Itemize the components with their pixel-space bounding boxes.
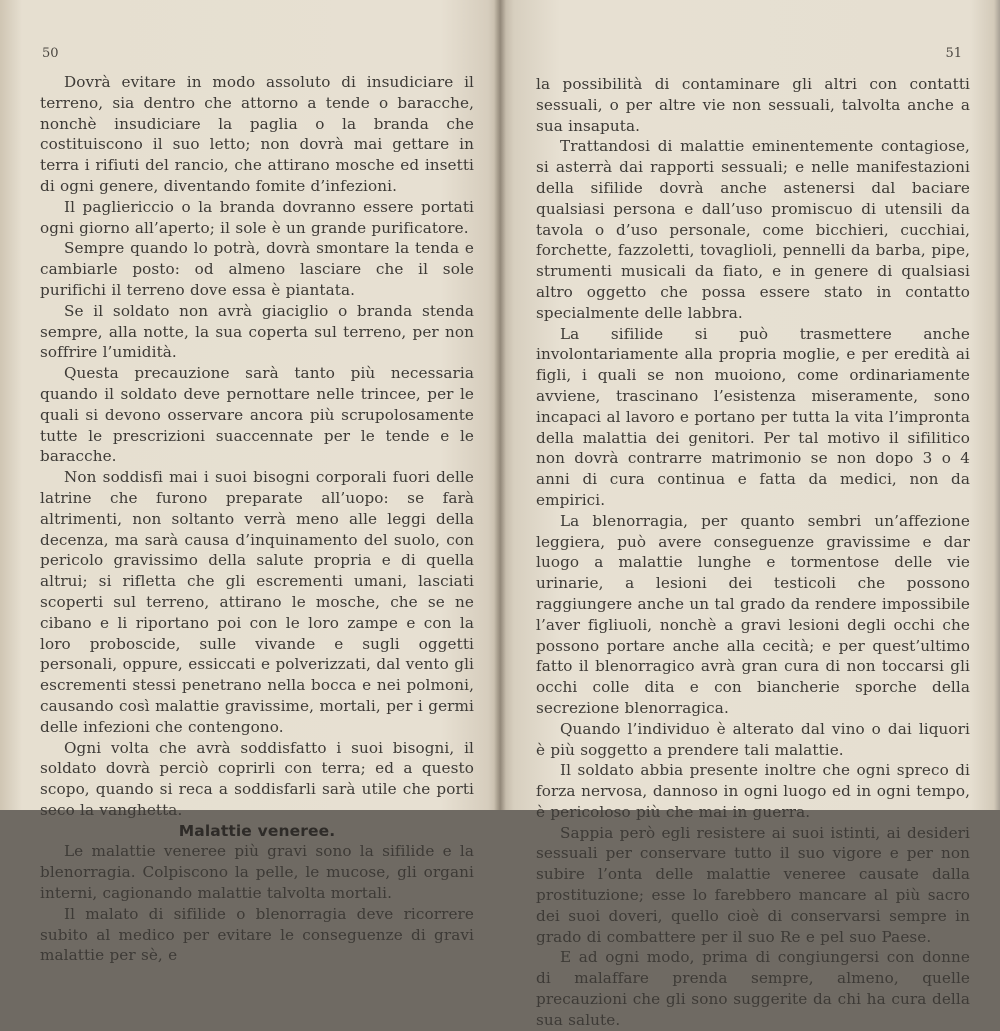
paragraph: Non soddisfi mai i suoi bisogni corporali fuori delle latrine che furono preparate all’uopo: se farà altrimenti, non soltanto verrà meno alle leggi della decenza, ma sarà causa d’inquinamento del suolo, con pericolo gravissimo della salute propria e di quella altrui; si rifletta che gli escrementi umani, lasciati scoperti sul terreno, attirano le mosche, che se ne cibano e li riportano poi con le loro zampe e con la loro proboscide, sulle vivande e sugli oggetti personali, oppure, essiccati e polverizzati, dal vento gli escrementi stessi penetrano nella bocca e nei polmoni, causando così malattie gravissime, mortali, per i germi delle infezioni che contengono. bbox=[40, 468, 474, 736]
paragraph: La sifilide si può trasmettere anche involontariamente alla propria moglie, e per eredità ai figli, i quali se non muoiono, come ordinariamente avviene, trascinano l’esistenza miseramente, sono incapaci al lavoro e portano per tutta la vita l’impronta della malattia dei genitori. Per tal motivo il sifilitico non dovrà contrarre matrimonio se non dopo 3 o 4 anni di cura continua e fatta da medici, non da empirici. bbox=[536, 324, 970, 509]
paragraph: Trattandosi di malattie eminentemente contagiose, si asterrà dai rapporti sessuali; e nelle manifestazioni della sifilide dovrà anche astenersi dal baciare qualsiasi persona e dall’uso promiscuo di utensili da tavola o d’uso personale, come bicchieri, cucchiai, forchette, fazzoletti, tovaglioli, pennelli da barba, pipe, strumenti musicali da fiato, e in genere di qualsiasi altro oggetto che possa essere stato in contatto specialmente delle labbra. bbox=[536, 137, 970, 322]
paragraph: La blenorragia, per quanto sembri un’affezione leggiera, può avere conseguenze gravissime e dar luogo a malattie lunghe e tormentose delle vie urinarie, a lesioni dei testicoli che possono raggiungere anche un tal grado da rendere impossibile l’aver figliuoli, nonchè a gravi lesioni degli occhi che possono portare anche alla cecità; e per quest’ultimo fatto il blenorragico avrà gran cura di non toccarsi gli occhi colle dita e con biancherie sporche della secrezione blenorragica. bbox=[536, 511, 970, 717]
paragraph: Quando l’individuo è alterato dal vino o dai liquori è più soggetto a prendere tali malattie. bbox=[536, 719, 970, 759]
book-gutter bbox=[494, 0, 506, 810]
paragraph: Ogni volta che avrà soddisfatto i suoi bisogni, il soldato dovrà perciò coprirli con terra; ed a questo scopo, quando si reca a soddisfarli sarà utile che porti seco la vanghetta. bbox=[40, 738, 474, 819]
continued-paragraph: la possibilità di contaminare gli altri con contatti sessuali, o per altre vie non sessuali, talvolta anche a sua insaputa. bbox=[536, 75, 970, 135]
paragraph: Se il soldato non avrà giaciglio o branda stenda sempre, alla notte, la sua coperta sul terreno, per non soffrire l’umidità. bbox=[40, 301, 474, 362]
left-page-text bbox=[40, 72, 474, 966]
right-page-text bbox=[536, 74, 970, 1031]
page-number-right: 51 bbox=[945, 46, 962, 61]
section-heading: Malattie veneree. bbox=[178, 821, 336, 840]
paragraph: E ad ogni modo, prima di congiungersi con donne di malaffare prenda sempre, almeno, quelle precauzioni che gli sono suggerite da chi ha cura della sua salute. bbox=[536, 948, 970, 1029]
paragraph: Sempre quando lo potrà, dovrà smontare la tenda e cambiarle posto: od almeno lasciare che il sole purifichi il terreno dove essa è piantata. bbox=[40, 239, 474, 299]
right-page bbox=[500, 0, 1000, 1029]
paragraph: Le malattie veneree più gravi sono la sifilide e la blenorragia. Colpiscono la pelle, le mucose, gli organi interni, cagionando malattie talvolta mortali. bbox=[40, 842, 474, 903]
paragraph: Il soldato abbia presente inoltre che ogni spreco di forza nervosa, dannoso in ogni luogo ed in ogni tempo, è pericoloso più che mai in guerra. bbox=[536, 761, 970, 821]
left-page bbox=[0, 0, 500, 965]
paragraph: Dovrà evitare in modo assoluto di insudiciare il terreno, sia dentro che attorno a tende o baracche, nonchè insudiciare la paglia o la branda che costituiscono il suo letto; non dovrà mai gettare in terra i rifiuti del rancio, che attirano mosche ed insetti di ogni genere, diventando fomite d’infezioni. bbox=[40, 73, 474, 195]
paragraph: Questa precauzione sarà tanto più necessaria quando il soldato deve pernottare nelle trincee, per le quali si devono osservare ancora più scrupolosamente tutte le prescrizioni suaccennate per le tende e le baracche. bbox=[40, 364, 474, 466]
paragraph: Il pagliericcio o la branda dovranno essere portati ogni giorno all’aperto; il sole è un grande purificatore. bbox=[40, 197, 474, 237]
paragraph: Il malato di sifilide o blenorragia deve ricorrere subito al medico per evitare le conseguenze di gravi malattie per sè, e bbox=[40, 904, 474, 965]
page-number-left: 50 bbox=[42, 46, 59, 61]
paragraph: Sappia però egli resistere ai suoi istinti, ai desideri sessuali per conservare tutto il suo vigore e per non subire l’onta delle malattie veneree causate dalla prostituzione; esse lo farebbero mancare al più sacro dei suoi doveri, quello cioè di conservarsi sempre in grado di combattere per il suo Re e pel suo Paese. bbox=[536, 823, 970, 946]
